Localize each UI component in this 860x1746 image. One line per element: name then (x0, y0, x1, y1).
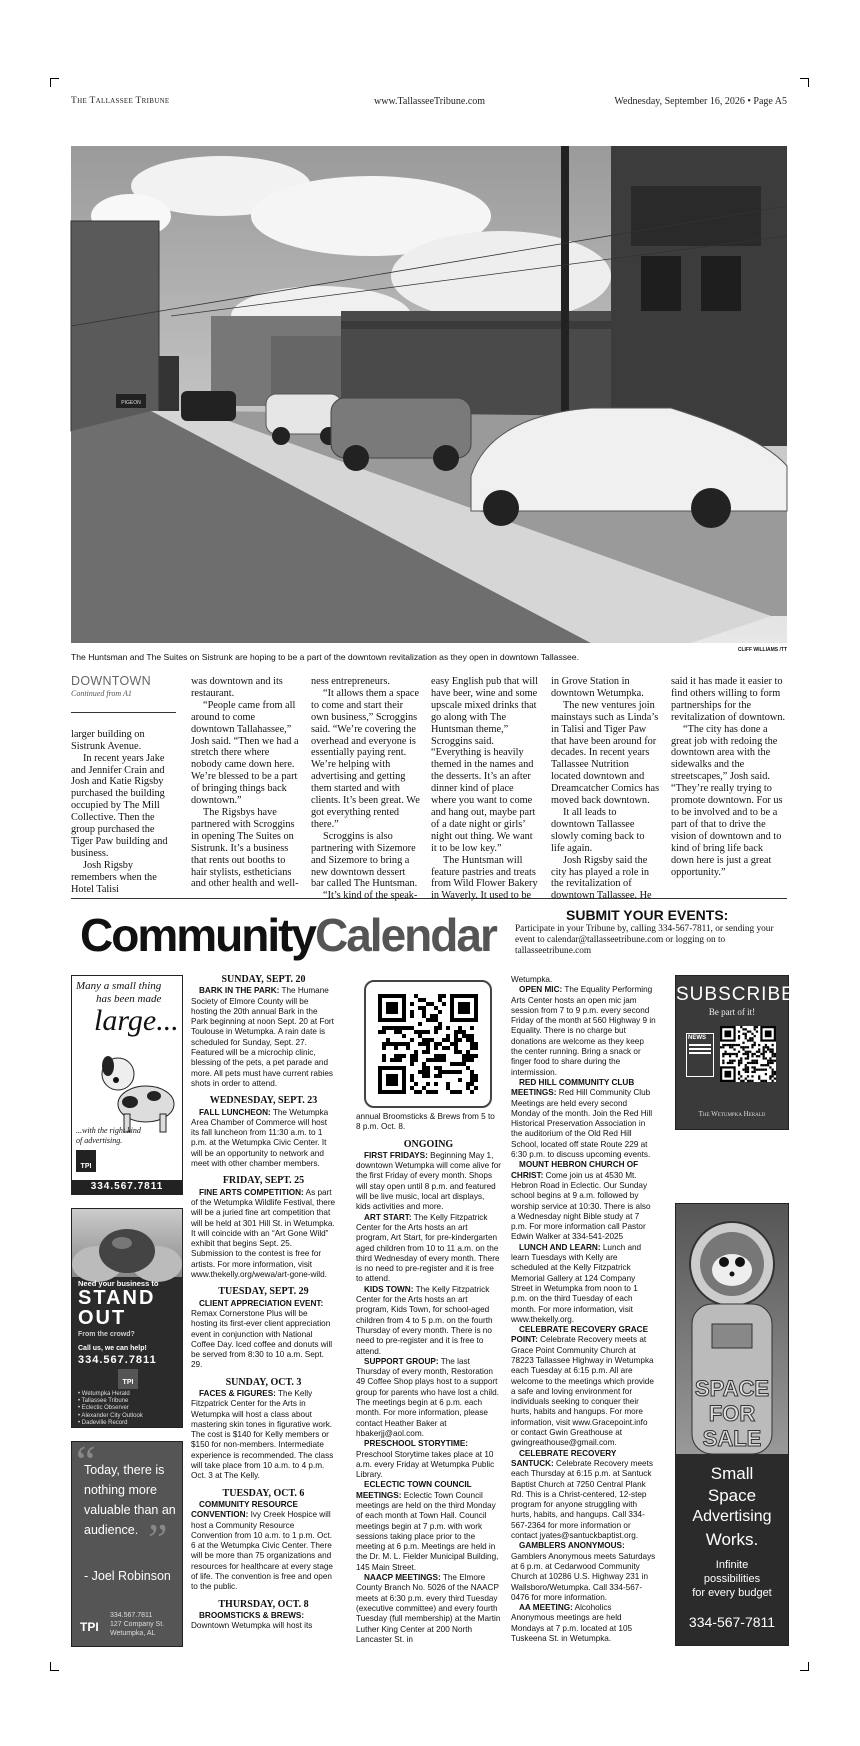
calendar-event-text: The Elmore County Branch No. 5026 of the NAACP meets at 6:30 p.m. every third Tuesday (executive committee) and every fourth Tuesday (full membership) at the Martin Luther King Center at 200 North Lancaster St. in (356, 1573, 501, 1644)
kicker-rule (71, 712, 176, 713)
open-quote-icon: “ (76, 1437, 96, 1486)
calendar-event (191, 1389, 336, 1482)
ad-quote-phone: 334.567.7811 (110, 1612, 153, 1619)
tpi-logo: TPI (80, 1620, 99, 1634)
dateline: Wednesday, September 16, 2026 • Page A5 (614, 96, 787, 107)
calendar-event-text: The last Thursday of every month, Restoration 49 Coffee Shop plays host to a support group for parents who have lost a child. The meetings begin at 6 p.m. each month. For more information, please contact Heather Baker at hbakerjj@aol.com. (356, 1356, 499, 1438)
calendar-event-text: Beginning May 1, downtown Wetumpka will come alive for the first Friday of every month. Shops will stay open until 8 p.m. and featured will be live music, local art displays, kids activities and more. (356, 1150, 502, 1212)
photo-caption: The Huntsman and The Suites on Sistrunk are hoping to be a part of the downtown revitalization as they open in downtown Tallassee. (71, 652, 579, 662)
article-paragraph: easy English pub that will have beer, wine and some upscale mixed drinks that go along with The Huntsman theme,” Scroggins said. “Everything is heavily themed in the names and the desserts. It’s an after dinner kind of place where you want to come and hang out, maybe part of a date night or girls’ night out thing. We want it to be low key.” (431, 676, 538, 854)
article-paragraph: was downtown and its restaurant. (191, 676, 283, 699)
continued-line: Continued from A1 (71, 688, 132, 698)
qr-code[interactable] (364, 980, 492, 1108)
calendar-event-text: Gamblers Anonymous meets Saturdays at 6 p.m. at Cedarwood Community Church at 10286 U.S. Highway 231 in Wallsboro/Wetumpka. Call 334-567-0476 for more information. (511, 1551, 656, 1602)
calendar-event-title: BARK IN THE PARK: (199, 986, 280, 996)
calendar-event (511, 1243, 656, 1325)
calendar-column-a (191, 974, 336, 1631)
photo-credit: CLIFF WILLIAMS /TT (737, 647, 787, 653)
article-paragraph: Josh Rigsby remembers when the Hotel Talisi (71, 859, 157, 895)
article-paragraph: “People came from all around to come downtown Tallahassee,” Josh said. “Then we had a stretch there where nobody came down here. We’re blessed to be a part of bringing things back downtown.” (191, 699, 299, 807)
ad-quote[interactable] (71, 1437, 183, 1647)
calendar-event-title: FALL LUNCHEON: (199, 1107, 271, 1117)
calendar-event-text: The Kelly Fitzpatrick Center for the Arts in Wetumpka will host a class about mastering skin tones in figurative work. The cost is $140 for Kelly members or $150 for non-members. Intermediate experience is recommended. The class will take place from 10 a.m. to 4 p.m. Oct. 3 at The Kelly. (191, 1388, 334, 1481)
calendar-event-text: The Humane Society of Elmore County will be hosting the 20th annual Bark in the Park beginning at noon Sept. 20 at Fort Toulouse in Wetumpka. A rain date is scheduled for Sunday, Sept. 27. Featured will be a microchip clinic, blessing of the pets, a pet parade and more. All pets must have current rabies shots in order to attend. (191, 986, 334, 1088)
calendar-ongoing-heading: ONGOING (403, 1138, 454, 1150)
calendar-event-text: The Equality Performing Arts Center hosts an open mic jam session from 7 to 9 p.m. every second Friday of the month at 560 Highway 9 in Equality. There is no charge but donations are welcome as they keep the center running. Bring a snack or finger food to share during the intermission. (511, 985, 656, 1077)
article-paragraph: larger building on Sistrunk Avenue. (71, 728, 145, 752)
calendar-event (511, 985, 656, 1078)
ad-quote-author: - Joel Robinson (84, 1569, 171, 1583)
article-paragraph: “It’s kind of the speak- (323, 890, 418, 902)
calendar-event-text: The Kelly Fitzpatrick Center for the Arts hosts an art program, Kids Town, for school-aged children from 4 to 5 p.m. on the fourth Thursday of every month. There is no need to pre-register and it is free to attend. (356, 1284, 493, 1356)
ad-large-line2: has been made (96, 993, 162, 1005)
article-column-3 (311, 676, 420, 902)
article-paragraph: In recent years Jake and Jennifer Crain and Josh and Katie Rigsby purchased the building occupied by The Mill Collective. Then the group purchased the Tiger Paw building and business. (71, 752, 168, 859)
newspaper-icon-label: NEWS (688, 1035, 706, 1041)
ad-standout-big1: STAND (78, 1287, 156, 1309)
calendar-event-title: FIRST FRIDAYS: (364, 1150, 428, 1160)
article-column-4 (431, 676, 540, 902)
submit-heading: SUBMIT YOUR EVENTS: (566, 907, 729, 923)
ad-space-s3: for every budget (692, 1587, 772, 1599)
calendar-event (356, 1573, 501, 1645)
article-paragraph: “It allows them a space to come and start their own business,” Scroggins said. “We’re covering the overhead and everyone is essentially paying rent. We’re helping with advertising and getting them started and with clients. It’s been great. We got everything rented there.” (311, 687, 420, 830)
submit-text: Participate in your Tribune by, calling 334-567-7811, or sending your event to calendar@tallasseetribune.com or logging on to tallasseetribune.com (515, 924, 774, 956)
calendar-event (511, 1325, 656, 1449)
article-column-2 (191, 676, 300, 896)
article-paragraph: It all leads to downtown Tallassee slowly coming back to life again. (551, 806, 645, 854)
article-paragraph: The Rigsbys have partnered with Scroggins in opening The Suites on Sistrunk. It’s a business that rents out booths to hair stylists, estheticians and other health and well- (191, 806, 299, 890)
article-paragraph: said it has made it easier to find others willing to form partnerships for the revitalization of downtown. (671, 676, 786, 723)
ad-subscribe-sub: Be part of it! (708, 1007, 756, 1017)
ad-quote-text: Today, there is nothing more valuable than an audience. (84, 1463, 176, 1537)
calendar-day-heading: SUNDAY, SEPT. 20 (221, 974, 306, 985)
article-paragraph: The new ventures join mainstays such as Linda’s in Talisi and Tiger Paw that have been around for decades. In recent years Tallassee Nutrition located downtown and Dreamcatcher Comics has moved back downtown. (551, 699, 660, 807)
calendar-continued-text: Wetumpka. (511, 975, 553, 984)
calendar-event (191, 1108, 336, 1170)
ad-large-phone: 334.567.7811 (72, 1180, 182, 1194)
calendar-event-title: RED HILL COMMUNITY CLUB MEETINGS: (511, 1077, 635, 1098)
paper-list (78, 1391, 143, 1427)
calendar-continued-text: annual Broomsticks & Brews from 5 to 8 p.m. Oct. 8. (356, 1112, 495, 1132)
calendar-event-text: Lunch and learn Tuesdays with Kelly are scheduled at the Kelly Fitzpatrick Memorial Gallery at 124 Company Street in Wetumpka from noon to 1 p.m. on the third Tuesday of each month. For more information, visit www.thekelly.org. (511, 1242, 642, 1324)
calendar-column-b (356, 1112, 502, 1644)
ad-quote-address2: Wetumpka, AL (110, 1630, 156, 1637)
calendar-event (191, 1611, 336, 1632)
website-link[interactable]: www.TallasseeTribune.com (374, 96, 486, 107)
paper-name: The Tallassee Tribune (71, 96, 170, 106)
crop-mark (50, 78, 59, 87)
calendar-event-text: Alcoholics Anonymous meetings are held Mondays at 7 p.m. located at 105 Tuskeena St. in Wetumpka. (511, 1603, 633, 1643)
article-paragraph: “The city has done a great job with redoing the downtown area with the sidewalks and the streetscapes,” Josh said. “They’re really trying to promote downtown. For us to be involved and to be a part of that to drive the vision of downtown and to kind of bring life back down here is just a great opportunity.” (671, 723, 783, 878)
calendar-day-heading: TUESDAY, OCT. 6 (222, 1487, 305, 1499)
calendar-event-text: Celebrate Recovery meets each Thursday at 6:15 p.m. at Santuck Baptist Church at 7250 Central Plank Rd. This is a Christ-centered, 12-step program for anyone struggling with hurts, habits, and hangups. Call 334-567-2364 for more information or contact jyates@santuckbaptist.org. (511, 1458, 653, 1541)
article-column-1 (71, 676, 176, 896)
pigeon-sign: PIGEON (121, 400, 141, 406)
calendar-event-title: NAACP MEETINGS: (364, 1573, 441, 1583)
calendar-event-text: Preschool Storytime takes place at 10 a.m. every Friday at Wetumpka Public Library. (356, 1449, 495, 1480)
ad-space-big: SPACE FOR SALE (694, 1376, 770, 1451)
calendar-event (356, 1480, 501, 1573)
calendar-column-c (511, 975, 656, 1643)
calendar-event-text: Come join us at 4530 Mt. Hebron Road in Eclectic. Our Sunday school begins at 9 a.m. followed by worship service at 10:30. There is also a Wednesday night Bible study at 7 p.m. For more information call Pastor Edwin Walker at 334-541-2025 (511, 1170, 651, 1242)
ad-large-line3: large... (94, 1004, 179, 1037)
calendar-event-title: CELEBRATE RECOVERY GRACE POINT: (511, 1325, 649, 1345)
bulbs-image (72, 1209, 182, 1277)
ad-subscribe[interactable] (675, 975, 795, 1130)
ad-stand-out[interactable] (71, 1208, 183, 1428)
tpi-logo: TPI (76, 1150, 96, 1172)
calendar-day-heading: SUNDAY, OCT. 3 (225, 1376, 302, 1388)
calendar-event (356, 1439, 501, 1480)
paper-list-item: • Alexander City Outlook (78, 1412, 143, 1419)
newspaper-icon (686, 1033, 714, 1077)
calendar-title-b: Calendar (315, 909, 496, 961)
ad-space-s2: possibilities (703, 1573, 761, 1585)
qr-code-icon (378, 994, 478, 1094)
paper-list-item: • Dadeville Record (78, 1419, 128, 1426)
calendar-event-text: The Wetumpka Area Chamber of Commerce will host its fall luncheon from 11:30 a.m. to 1 p.m. at the Wetumpka Civic Center. It will be an opportunity to network and meet with other chamber members. (191, 1107, 329, 1169)
calendar-event-title: COMMUNITY RESOURCE CONVENTION: (191, 1499, 299, 1520)
calendar-event-title: BROOMSTICKS & BREWS: (199, 1610, 305, 1620)
ad-large-line1: Many a small thing (76, 980, 162, 992)
ad-standout-phone: 334.567.7811 (78, 1354, 157, 1366)
dog-illustration (94, 1044, 176, 1134)
calendar-event-title: AA MEETING: (519, 1603, 573, 1613)
calendar-event (511, 1078, 656, 1160)
paper-list-item: • Wetumpka Herald (78, 1391, 130, 1397)
ad-space-s1: Infinite (715, 1559, 749, 1571)
ad-space-l4: Works. (705, 1530, 759, 1549)
article-paragraph: ness entrepreneurs. (311, 676, 390, 687)
calendar-event (511, 1449, 656, 1542)
ad-space-for-sale[interactable] (675, 1203, 789, 1646)
ad-standout-big2: OUT (78, 1307, 127, 1329)
lightbulb-icon (72, 1209, 182, 1277)
calendar-event-text: The Kelly Fitzpatrick Center for the Arts hosts an art program, Art Start, for pre-kindergarten aged children from 10 to 11 a.m. on the third Wednesday of every month. There is no need to pre-register and it is free to attend. (356, 1212, 500, 1284)
calendar-day-heading: TUESDAY, SEPT. 29 (218, 1286, 309, 1298)
crop-mark (800, 78, 809, 87)
calendar-event-title: LUNCH AND LEARN: (519, 1242, 601, 1252)
calendar-event (191, 1299, 336, 1371)
ad-space-l2: Space (707, 1486, 757, 1505)
calendar-event-title: KIDS TOWN: (364, 1284, 414, 1294)
herald-logo: The Wetumpka Herald (698, 1110, 766, 1118)
calendar-event-text: Eclectic Town Council meetings are held on the third Monday of each month at Town Hall. Council meetings begin at 7 p.m. with work sessions taking place prior to the meeting at 6 p.m. Meetings are held in the Dr. M. L. Fielder Municipal Building, 145 Main Street. (356, 1490, 499, 1572)
calendar-event-title: MOUNT HEBRON CHURCH OF CHRIST: (511, 1160, 639, 1180)
calendar-event-text: Downtown Wetumpka will host its (191, 1621, 313, 1631)
calendar-event (511, 1541, 656, 1603)
calendar-event-title: ART START: (364, 1212, 412, 1222)
article-column-5 (551, 676, 660, 902)
crop-mark (800, 1662, 809, 1671)
article-paragraph: Scroggins is also partnering with Sizemore and Sizemore to bring a new downtown dessert bar called The Huntsman. (311, 830, 418, 890)
calendar-event (356, 1213, 501, 1285)
ad-space-l3: Advertising (692, 1508, 772, 1525)
article-column-6 (671, 676, 787, 896)
article-paragraph: in Grove Station in downtown Wetumpka. (551, 676, 644, 699)
paper-list-item: • Eclectic Observer (78, 1405, 129, 1412)
tpi-logo: TPI (118, 1369, 138, 1389)
ad-standout-line3: Call us, we can help! (78, 1345, 147, 1352)
ad-space-phone: 334-567-7811 (688, 1614, 776, 1630)
calendar-event-text: Red Hill Community Club Meetings are held every second Monday of the month. Join the Red Hill Historical Preservation Association in the auditorium of the Old Red Hill School, located off state Route 229 at 6:30 p.m. to discuss upcoming events. (511, 1088, 653, 1160)
calendar-event-title: PRESCHOOL STORYTIME: (364, 1439, 469, 1449)
ad-subscribe-title: SUBSCRIBE (676, 984, 795, 1005)
article-paragraph: The Huntsman will feature pastries and treats from Wild Flower Bakery in Waverly. It used to be (431, 854, 538, 902)
calendar-event-title: ECLECTIC TOWN COUNCIL MEETINGS: (356, 1480, 472, 1500)
calendar-event (511, 1603, 656, 1644)
article-kicker: DOWNTOWN (71, 674, 151, 688)
ad-standout-line1: Need your business to (78, 1279, 159, 1288)
calendar-title (80, 908, 496, 962)
calendar-event (356, 1285, 501, 1357)
calendar-event (356, 1357, 501, 1439)
section-divider (71, 898, 787, 899)
calendar-event (191, 1188, 336, 1281)
calendar-event-title: SUPPORT GROUP: (364, 1356, 439, 1366)
calendar-event-text: Celebrate Recovery meets at Grace Point Community Church at 78223 Tallassee Highway in Wetumpka each Tuesday at 6:15 p.m. All are welcome to the meetings which provide a safe and loving environment for individuals seeking to conquer their hurts, habits and hangups. For more information, visit www.Gracepoint.info or contact Gwin Greathouse at gwingreathouse@gmail.com. (511, 1335, 654, 1448)
ad-large[interactable] (71, 975, 183, 1195)
calendar-event-text: Ivy Creek Hospice will host a Community Resource Convention from 10 a.m. to 1 p.m. Oct. 6 at the Wetumpka Civic Center. There will be more than 75 organizations and resources for healthcare at every stage of life. The convention is free and open to the public. (191, 1510, 333, 1592)
subscribe-qr-icon[interactable] (720, 1026, 776, 1082)
calendar-event-title: FACES & FIGURES: (199, 1388, 276, 1398)
calendar-day-heading: THURSDAY, OCT. 8 (218, 1598, 309, 1610)
calendar-day-heading: WEDNESDAY, SEPT. 23 (209, 1095, 318, 1107)
calendar-event-title: OPEN MIC: (519, 985, 563, 995)
ad-space-l1: Small (710, 1464, 754, 1483)
ad-large-line4: ...with the right kind of advertising. (76, 1126, 141, 1145)
ad-standout-line2: From the crowd? (78, 1331, 135, 1338)
street-scene-image (71, 146, 787, 643)
calendar-event (511, 1160, 656, 1242)
calendar-event (191, 1500, 336, 1593)
crop-mark (50, 1662, 59, 1671)
close-quote-icon: ” (148, 1515, 168, 1564)
calendar-event-text: As part of the Wetumpka Wildlife Festival, there will be a juried fine art competition that will be held at 301 Hill St. in Wetumpka. It will coincide with an “Art Gone Wild” exhibit that begins Sept. 25. Submission to the contest is free for artists. For more information, visit www.thekelly.org/wewa/art-gone-wild. (191, 1187, 336, 1280)
article-paragraph: Josh Rigsby said the city has played a role in the revitalization of downtown Tallassee. He (551, 854, 652, 902)
calendar-event-title: CELEBRATE RECOVERY SANTUCK: (511, 1448, 617, 1468)
calendar-title-a: Community (80, 909, 315, 961)
calendar-event-text: Remax Cornerstone Plus will be hosting its first-ever client appreciation event in conjunction with National Coffee Day. Iced coffee and donuts will be served from 8:30 to 10 a.m. Sept. 29. (191, 1308, 333, 1370)
ad-quote-address1: 127 Company St. (110, 1621, 165, 1628)
paper-list-item: • Tallassee Tribune (78, 1398, 129, 1405)
calendar-event-title: FINE ARTS COMPETITION: (199, 1187, 304, 1197)
downtown-photo (71, 146, 787, 643)
calendar-event (356, 1151, 501, 1213)
calendar-event-title: GAMBLERS ANONYMOUS: (519, 1541, 625, 1551)
calendar-day-heading: FRIDAY, SEPT. 25 (222, 1175, 305, 1187)
calendar-event (191, 986, 336, 1089)
calendar-event-title: CLIENT APPRECIATION EVENT: (199, 1298, 324, 1308)
